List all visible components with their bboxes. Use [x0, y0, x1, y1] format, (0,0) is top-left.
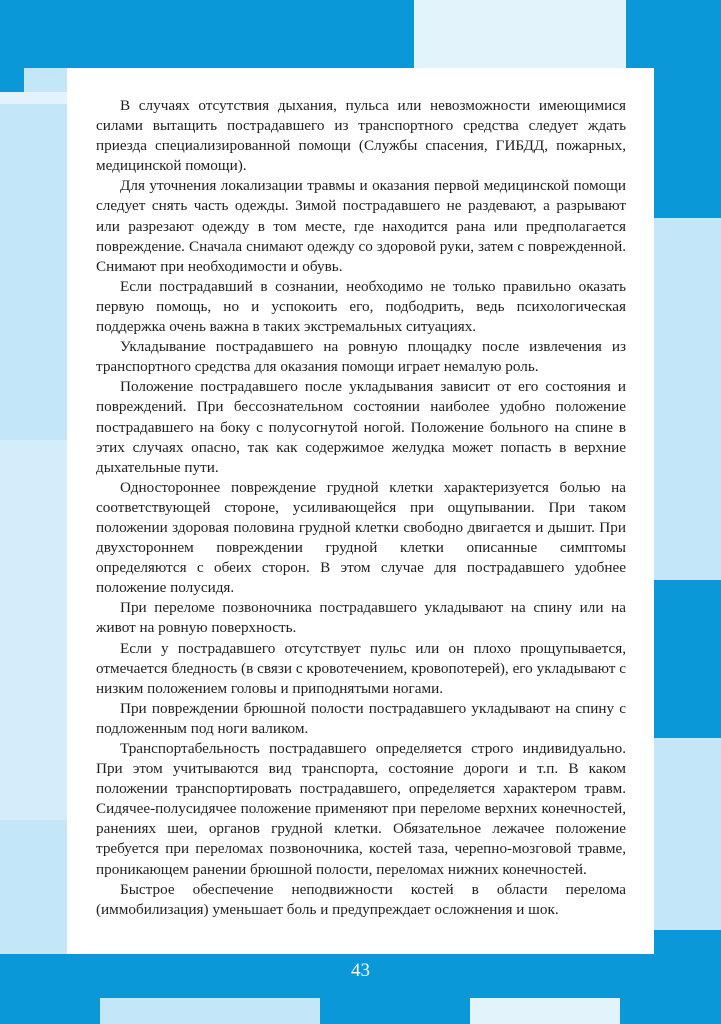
paragraph: Укладывание пострадавшего на ровную площадку после извлечения из транспортного средства для оказания помощи играет немалую роль. — [96, 338, 626, 376]
bg-block-top-left — [0, 0, 24, 92]
bg-block-right-mid — [654, 580, 721, 738]
bg-block-top — [24, 0, 414, 68]
bg-block-left-upper — [0, 92, 67, 104]
paragraph: Если пострадавший в сознании, необходимо не только правильно оказать первую помощь, но и успокоить его, подбодрить, ведь психологическая поддержка очень важна в таких экстремальных ситуациях. — [96, 277, 626, 336]
body-text — [96, 96, 626, 920]
paragraph: В случаях отсутствия дыхания, пульса или невозможности имеющимися силами вытащить пострадавшего из транспортного средства следует ждать приезда специализированной помощи (Службы спасения, ГИБДД, пожарных, медицинской помощи). — [96, 97, 626, 175]
paragraph: При повреждении брюшной полости пострадавшего укладывают на спину с подложенным под ноги валиком. — [96, 699, 626, 737]
paragraph: Для уточнения локализации травмы и оказания первой медицинской помощи следует снять часть одежды. Зимой пострадавшего не раздевают, а разрывают или разрезают одежду в том месте, где находится рана или предполагается повреждение. Сначала снимают одежду со здоровой руки, затем с поврежденной. Снимают при необходимости и обувь. — [96, 177, 626, 275]
paragraph: Положение пострадавшего после укладывания зависит от его состояния и повреждений. При бессознательном состоянии наиболее удобно положение пострадавшего на боку с полусогнутой ногой. Положение больного на спине в этих случаях опасно, так как содержимое желудка может попасть в верхние дыхательные пути. — [96, 378, 626, 476]
paragraph: Одностороннее повреждение грудной клетки характеризуется болью на соответствующей стороне, усиливающейся при ощупывании. При таком положении здоровая половина грудной клетки свободно двигается и дышит. При двухстороннем повреждении грудной клетки описанные симптомы определяются с обеих сторон. В этом случае для пострадавшего удобнее положение полусидя. — [96, 478, 626, 597]
paragraph: Если у пострадавшего отсутствует пульс или он плохо прощупывается, отмечается бледность (в связи с кровотечением, кровопотерей), его укладывают с низким положением головы и приподнятыми ногами. — [96, 639, 626, 697]
paragraph: Быстрое обеспечение неподвижности костей в области перелома (иммобилизация) уменьшает боль и предупреждает осложнения и шок. — [96, 880, 626, 918]
bg-block-bottom-light — [100, 998, 320, 1024]
bg-block-top-light — [414, 0, 626, 68]
paragraph: Транспортабельность пострадавшего определяется строго индивидуально. При этом учитываются вид транспорта, состояние дороги и т.п. В каком положении транспортировать пострадавшего, определяется характером травм. Сидячее-полусидячее положение применяют при переломе верхних конечностей, ранениях шеи, органов грудной клетки. Обязательное лежачее положение требуется при переломах позвоночника, костей таза, черепно-мозговой травме, проникающем ранении брюшной полости, переломах нижних конечностей. — [96, 740, 626, 878]
paragraph: При переломе позвоночника пострадавшего укладывают на спину или на живот на ровную поверхность. — [96, 599, 626, 637]
page-number: 43 — [351, 960, 370, 981]
bg-block-left-lower — [0, 440, 67, 820]
bg-block-bottom-light-right — [470, 998, 620, 1024]
